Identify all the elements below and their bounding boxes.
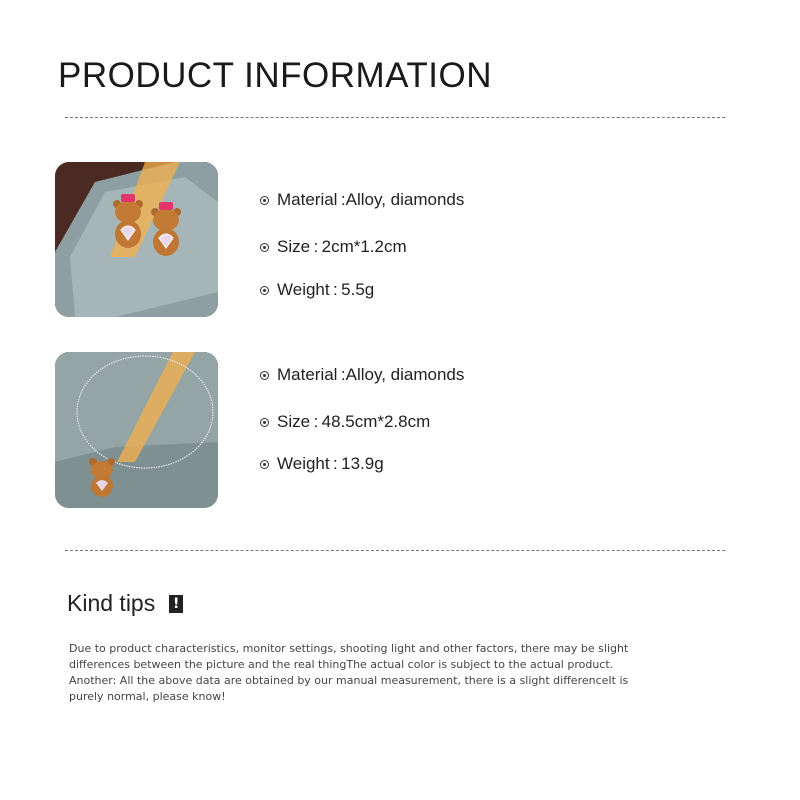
spec-weight [260, 454, 384, 474]
bullet-icon [260, 196, 269, 205]
bear-necklace-image [55, 352, 218, 508]
spec-label: Size [277, 412, 311, 431]
spec-label: Material [277, 190, 338, 209]
spec-separator: : [329, 454, 342, 473]
spec-material [260, 190, 464, 210]
spec-value: 13.9g [341, 454, 384, 473]
earrings-photo [55, 162, 218, 317]
spec-value: 5.5g [341, 280, 375, 299]
spec-size [260, 237, 407, 257]
spec-separator: : [337, 190, 346, 209]
spec-separator: : [310, 412, 322, 431]
middle-divider [65, 550, 725, 551]
spec-label: Weight [277, 454, 330, 473]
bullet-icon [260, 243, 269, 252]
kind-tips-heading [67, 590, 183, 617]
spec-label: Material [277, 365, 338, 384]
exclamation-icon: ! [169, 595, 183, 613]
spec-value: Alloy, diamonds [345, 365, 465, 384]
page-title: PRODUCT INFORMATION [58, 56, 493, 95]
top-divider [65, 117, 725, 118]
spec-separator: : [337, 365, 346, 384]
spec-material [260, 365, 464, 385]
spec-value: Alloy, diamonds [345, 190, 465, 209]
spec-size [260, 412, 430, 432]
kind-tips-label: Kind tips [67, 590, 156, 616]
spec-separator: : [310, 237, 322, 256]
spec-value: 48.5cm*2.8cm [321, 412, 431, 431]
spec-separator: : [329, 280, 342, 299]
bear-earrings-image [55, 162, 218, 317]
spec-weight [260, 280, 374, 300]
spec-label: Weight [277, 280, 330, 299]
spec-label: Size [277, 237, 311, 256]
kind-tips-text: Due to product characteristics, monitor settings, shooting light and other factors, there may be slight differences between the picture and the real thingThe actual color is subject to the actual product. Another: All the above data are obtained by our manual measurement, there is a slight differenceIt is purely normal, please know! [69, 642, 629, 703]
bullet-icon [260, 371, 269, 380]
bullet-icon [260, 418, 269, 427]
necklace-photo [55, 352, 218, 508]
bullet-icon [260, 460, 269, 469]
spec-value: 2cm*1.2cm [321, 237, 407, 256]
bullet-icon [260, 286, 269, 295]
